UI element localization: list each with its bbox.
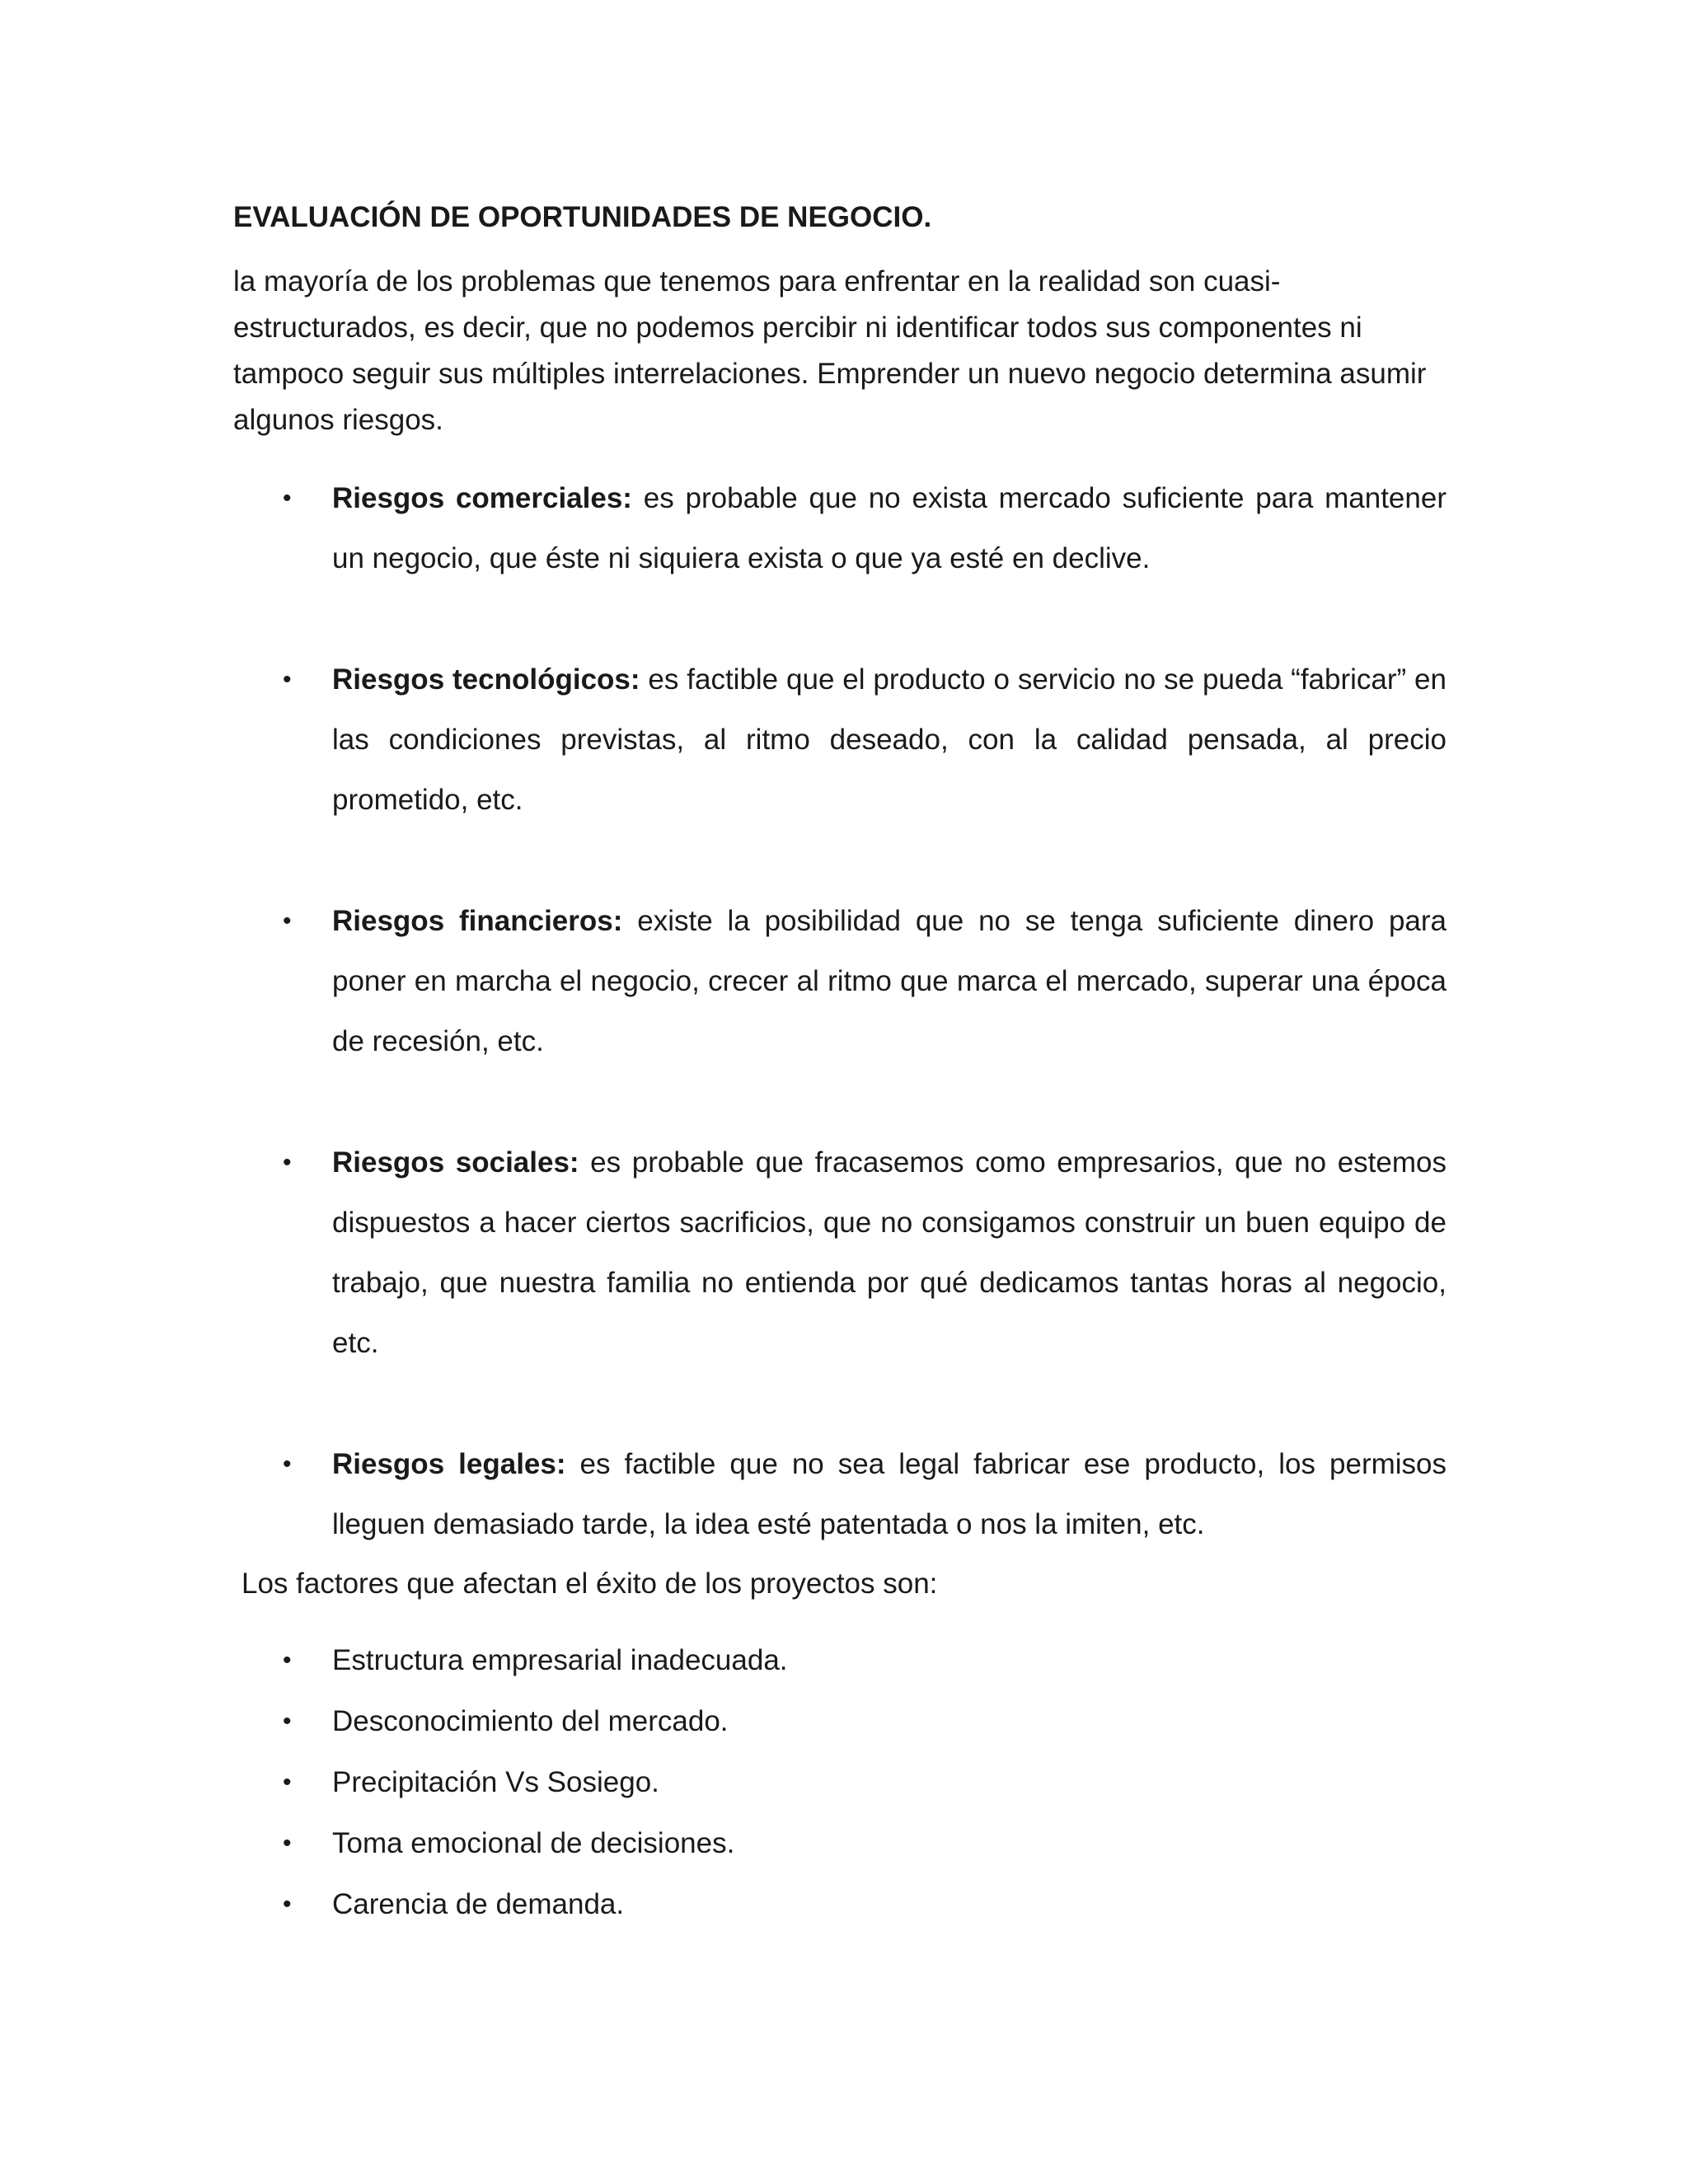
risk-list [233, 468, 1447, 1554]
factor-text: Precipitación Vs Sosiego. [332, 1766, 659, 1798]
risk-item-sociales [233, 1132, 1447, 1373]
risk-description: es probable que fracasemos como empresarios, que no estemos dispuestos a hacer ciertos sacrificios, que no consigamos construir un buen equipo de trabajo, que nuestra familia no entienda por qué dedicamos tantas horas al negocio, etc. [332, 1146, 1447, 1359]
list-item [233, 1630, 1447, 1691]
risk-description: es factible que el producto o servicio no se pueda “fabricar” en las condiciones previstas, al ritmo deseado, con la calidad pensada, al precio prometido, etc. [332, 663, 1447, 816]
risk-description: es probable que no exista mercado suficiente para mantener un negocio, que éste ni siquiera exista o que ya esté en declive. [332, 482, 1447, 574]
factor-text: Toma emocional de decisiones. [332, 1827, 735, 1859]
intro-paragraph: la mayoría de los problemas que tenemos para enfrentar en la realidad son cuasi-estructurados, es decir, que no podemos percibir ni identificar todos sus componentes ni tampoco seguir sus múltiples interrelaciones. Emprender un nuevo negocio determina asumir algunos riesgos. [233, 265, 1427, 436]
bullet-icon: • [283, 1451, 292, 1478]
list-item [233, 1752, 1447, 1813]
risk-name: Riesgos legales: [332, 1448, 566, 1480]
bullet-icon: • [283, 1708, 292, 1735]
risk-name: Riesgos sociales: [332, 1146, 579, 1179]
factor-text: Carencia de demanda. [332, 1888, 625, 1920]
bullet-icon: • [283, 1647, 292, 1674]
risk-item-tecnologicos [233, 649, 1447, 830]
bullet-icon: • [283, 1149, 292, 1176]
bullet-icon: • [283, 485, 292, 512]
bullet-icon: • [283, 1830, 292, 1857]
bullet-icon: • [283, 1769, 292, 1796]
risk-name: Riesgos tecnológicos: [332, 663, 640, 696]
list-item [233, 1691, 1447, 1752]
factor-text: Desconocimiento del mercado. [332, 1705, 729, 1737]
bullet-icon: • [283, 1891, 292, 1918]
list-item [233, 1813, 1447, 1874]
list-item [233, 1874, 1447, 1935]
risk-item-legales [233, 1434, 1447, 1554]
document-title: EVALUACIÓN DE OPORTUNIDADES DE NEGOCIO. [233, 201, 932, 233]
document-page [233, 196, 1447, 1935]
bullet-icon: • [283, 907, 292, 935]
risk-name: Riesgos financieros: [332, 905, 623, 937]
factor-text: Estructura empresarial inadecuada. [332, 1644, 788, 1676]
risk-item-comerciales [233, 468, 1447, 588]
risk-description: es factible que no sea legal fabricar ese producto, los permisos lleguen demasiado tarde, la idea esté patentada o nos la imiten, etc. [332, 1448, 1447, 1540]
bullet-icon: • [283, 666, 292, 693]
factors-intro: Los factores que afectan el éxito de los proyectos son: [241, 1568, 938, 1600]
risk-item-financieros [233, 891, 1447, 1071]
risk-name: Riesgos comerciales: [332, 482, 632, 514]
factor-list [233, 1630, 1447, 1935]
risk-description: existe la posibilidad que no se tenga suficiente dinero para poner en marcha el negocio, crecer al ritmo que marca el mercado, superar una época de recesión, etc. [332, 905, 1447, 1057]
